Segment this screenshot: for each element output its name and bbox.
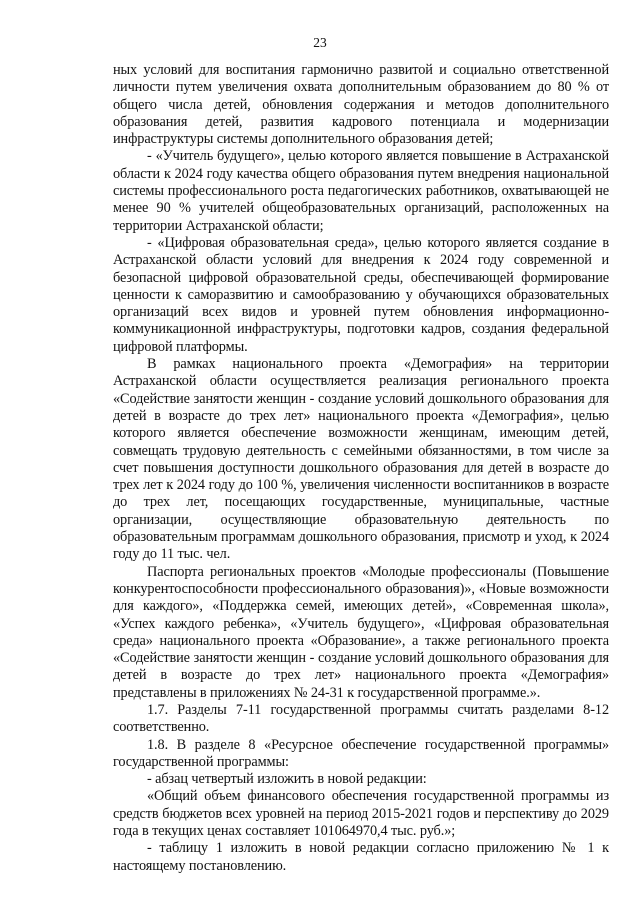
paragraph-digital-environment: - «Цифровая образовательная среда», целью которого является создание в Астраханской области условий для внедрения к 2024 году современной и безопасной цифровой образовательной среды, обеспечивающей формирование ценности к саморазвитию и самообразованию у обучающихся образовательных организаций всех видов и уровней путем обновления информационно-коммуникационной инфраструктуры, подготовки кадров, создания федеральной цифровой платформы. [113,234,609,355]
paragraph-item-1-7: 1.7. Разделы 7-11 государственной программы считать разделами 8-12 соответственно. [113,701,609,736]
paragraph-table-1: - таблицу 1 изложить в новой редакции согласно приложению № 1 к настоящему постановлению. [113,840,609,874]
paragraph-regional-passports: Паспорта региональных проектов «Молодые профессионалы (Повышение конкурентоспособности профессионального образования)», «Новые возможности для каждого», «Поддержка семей, имеющих детей», «Современная школа», «Успех каждого ребенка», «Учитель будущего», «Цифровая образовательная среда» национального проекта «Образование», а также регионального проекта «Содействие занятости женщин - создание условий дошкольного образования для детей в возрасте до трех лет» национального проекта «Демография» представлены в приложениях № 24-31 к государственной программе.». [113,563,609,701]
paragraph-fourth-abzac: - абзац четвертый изложить в новой редакции: [147,771,427,788]
page-number: 23 [313,35,327,50]
paragraph-demography-project: В рамках национального проекта «Демография» на территории Астраханской области осуществляется реализация регионального проекта «Содействие занятости женщин - создание условий дошкольного образования для детей в возрасте до трех лет» национального проекта «Демография», целью которого является обеспечение возможности женщинам, имеющим детей, совмещать трудовую деятельность с семейными обязанностями, в том числе за счет повышения доступности дошкольного образования для детей в возрасте до трех лет к 2024 году до 100 %, увеличения численности воспитанников в возрасте до трех лет, посещающих государственные, муниципальные, частные организации, осуществляющие образовательную деятельность по образовательным программам дошкольного образования, присмотр и уход, к 2024 году до 11 тыс. чел. [113,356,609,563]
paragraph-item-1-8: 1.8. В разделе 8 «Ресурсное обеспечение государственной программы» государственной программы: [113,736,609,770]
paragraph-continuation: ных условий для воспитания гармонично развитой и социально ответственной личности путем увеличения охвата дополнительным образованием до 80 % от общего числа детей, обновления содержания и методов дополнительного образования детей, развития кадрового потенциала и модернизации инфраструктуры системы дополнительного образования детей; [113,62,609,148]
paragraph-total-funding: «Общий объем финансового обеспечения государственной программы из средств бюджетов всех уровней на период 2015-2021 годов и перспективу до 2029 года в текущих ценах составляет 101064970,4 тыс. руб.»; [113,788,609,840]
paragraph-teacher-of-future: - «Учитель будущего», целью которого является повышение в Астраханской области к 2024 году качества общего образования путем внедрения национальной системы профессионального роста педагогических работников, охватывающей не менее 90 % учителей общеобразовательных организаций, расположенных на территории Астраханской области; [113,148,609,234]
document-body [113,62,609,875]
